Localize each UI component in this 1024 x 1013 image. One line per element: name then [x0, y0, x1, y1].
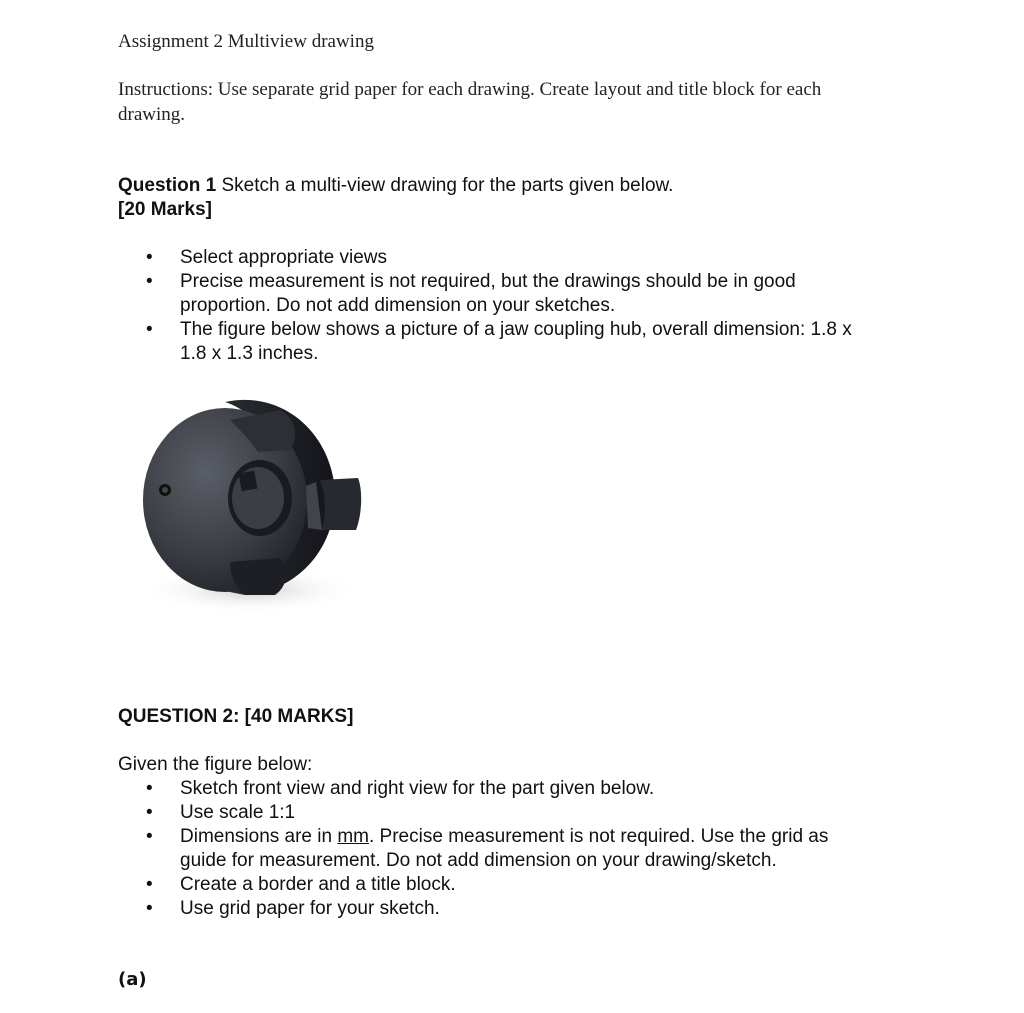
bullet-dot: • [146, 271, 153, 292]
question-2-heading: QUESTION 2: [40 MARKS] [118, 706, 354, 727]
bullet-dot: • [146, 319, 153, 340]
bullet-dot: • [146, 247, 153, 268]
q1-bullet-2-line-2: proportion. Do not add dimension on your sketches. [180, 295, 616, 316]
bullet-dot: • [146, 898, 153, 919]
q2-bullet-dimensions-line-1 [180, 826, 828, 848]
q1-bullet-2-line-1: Precise measurement is not required, but the drawings should be in good [180, 271, 796, 292]
part-a-label: (a) [118, 969, 147, 990]
bullet-dot: • [146, 778, 153, 799]
bullet-dot: • [146, 826, 153, 847]
q1-bullet-1-line-1: Select appropriate views [180, 247, 387, 268]
question-1-marks: [20 Marks] [118, 199, 212, 220]
q2-bullet-1: Sketch front view and right view for the part given below. [180, 778, 655, 799]
dimensions-unit: mm [337, 826, 369, 847]
q1-bullet-3-line-1: The figure below shows a picture of a jaw coupling hub, overall dimension: 1.8 x [180, 319, 852, 340]
q2-bullet-dimensions-line-2: guide for measurement. Do not add dimension on your drawing/sketch. [180, 850, 777, 871]
question-1-label: Question 1 [118, 175, 217, 196]
dimensions-pre: Dimensions are in [180, 826, 338, 847]
question-1-heading [118, 175, 673, 197]
bullet-dot: • [146, 874, 153, 895]
assignment-title: Assignment 2 Multiview drawing [118, 31, 374, 52]
q2-bullet-4: Create a border and a title block. [180, 874, 456, 895]
question-2-intro: Given the figure below: [118, 754, 313, 775]
q2-bullet-2: Use scale 1:1 [180, 802, 296, 823]
instructions-line-1: Instructions: Use separate grid paper for each drawing. Create layout and title block for each [118, 79, 822, 100]
jaw-coupling-hub-image [130, 390, 380, 620]
q1-bullet-3-line-2: 1.8 x 1.3 inches. [180, 343, 319, 364]
instructions-line-2: drawing. [118, 104, 186, 125]
question-1-prompt: Sketch a multi-view drawing for the parts given below. [216, 175, 674, 196]
q2-bullet-5: Use grid paper for your sketch. [180, 898, 440, 919]
dimensions-post: . Precise measurement is not required. Use the grid as [369, 826, 829, 847]
bullet-dot: • [146, 802, 153, 823]
